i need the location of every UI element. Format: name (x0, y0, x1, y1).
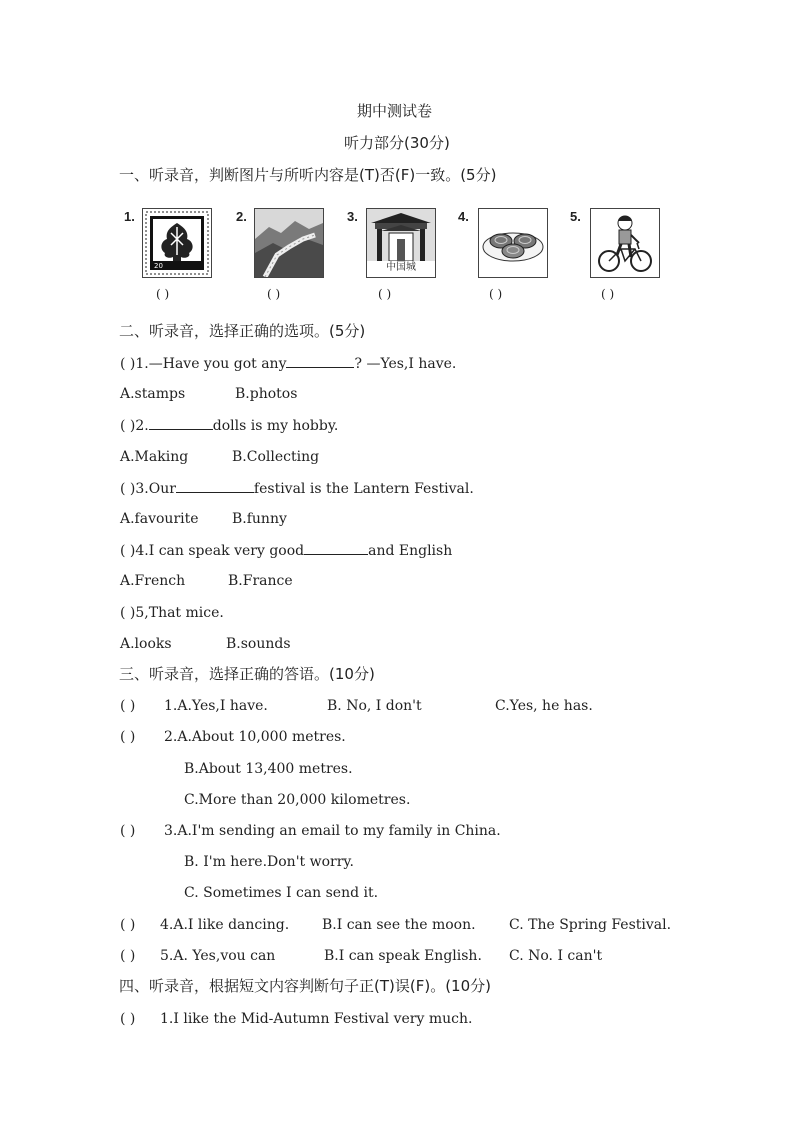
blank-line[interactable] (304, 541, 368, 555)
stamp-icon (142, 208, 212, 278)
s3-q1-paren[interactable]: ( ) (120, 698, 136, 714)
question-text: 3.Our (135, 481, 176, 497)
blank-line[interactable] (286, 354, 354, 368)
s3-q3-opt-a[interactable]: 3.A.I'm sending an email to my family in China. (164, 823, 501, 839)
blank-line[interactable] (149, 416, 213, 430)
s3-q1-opt-a[interactable]: 1.A.Yes,I have. (164, 698, 268, 714)
s3-q4-opt-a[interactable]: 4.A.I like dancing. (160, 917, 290, 933)
answer-paren[interactable]: ( ) (120, 356, 136, 372)
s3-q2-opt-a[interactable]: 2.A.About 10,000 metres. (164, 729, 346, 745)
s4-q1-paren[interactable]: ( ) (120, 1011, 136, 1027)
s3-q5-opt-c[interactable]: C. No. I can't (509, 948, 603, 964)
item3-number: 3. (347, 209, 358, 224)
question-text: and English (368, 543, 453, 559)
s2-q4-opt-a[interactable]: A.French (120, 573, 186, 589)
page-subtitle: 听力部分(30分) (344, 134, 450, 152)
mooncakes-icon (478, 208, 548, 278)
page-title: 期中测试卷 (357, 102, 433, 120)
s3-q5-opt-b[interactable]: B.I can speak English. (324, 948, 482, 964)
question-text: ? —Yes,I have. (354, 356, 457, 372)
item4-answer-paren[interactable]: ( ) (489, 287, 503, 301)
section4-heading: 四、听录音，根据短文内容判断句子正(T)误(F)。(10分) (119, 977, 491, 995)
s3-q3-paren[interactable]: ( ) (120, 823, 136, 839)
s2-q2-opt-b[interactable]: B.Collecting (232, 449, 320, 465)
s2-q3-line (120, 479, 474, 498)
item3-answer-paren[interactable]: ( ) (378, 287, 392, 301)
question-text: 2. (135, 418, 149, 434)
s2-q1-line (120, 354, 456, 373)
boy-on-bicycle-icon (590, 208, 660, 278)
s2-q4-opt-b[interactable]: B.France (228, 573, 293, 589)
s2-q5-opt-b[interactable]: B.sounds (226, 636, 291, 652)
question-text: 5,That mice. (135, 605, 224, 621)
item5-answer-paren[interactable]: ( ) (601, 287, 615, 301)
answer-paren[interactable]: ( ) (120, 481, 136, 497)
s3-q2-opt-c[interactable]: C.More than 20,000 kilometres. (184, 792, 411, 808)
answer-paren[interactable]: ( ) (120, 418, 136, 434)
s2-q5-opt-a[interactable]: A.looks (120, 636, 172, 652)
item1-answer-paren[interactable]: ( ) (156, 287, 170, 301)
s2-q1-opt-b[interactable]: B.photos (235, 386, 298, 402)
s3-q2-opt-b[interactable]: B.About 13,400 metres. (184, 761, 353, 777)
s2-q5-line (120, 604, 224, 622)
s3-q2-paren[interactable]: ( ) (120, 729, 136, 745)
section3-heading: 三、听录音，选择正确的答语。(10分) (119, 665, 375, 683)
chinatown-gate-icon (366, 208, 436, 278)
question-text: 1.—Have you got any (135, 356, 287, 372)
section2-heading: 二、听录音，选择正确的选项。(5分) (119, 322, 366, 340)
item4-number: 4. (458, 209, 469, 224)
question-text: dolls is my hobby. (212, 418, 339, 434)
s3-q1-opt-c[interactable]: C.Yes, he has. (495, 698, 593, 714)
question-text: festival is the Lantern Festival. (253, 481, 474, 497)
s3-q1-opt-b[interactable]: B. No, I don't (327, 698, 422, 714)
s3-q3-opt-b[interactable]: B. I'm here.Don't worry. (184, 854, 354, 870)
s3-q5-opt-a[interactable]: 5.A. Yes,vou can (160, 948, 276, 964)
s2-q2-line (120, 416, 338, 435)
s2-q4-line (120, 541, 452, 560)
s2-q3-opt-a[interactable]: A.favourite (120, 511, 199, 527)
s3-q4-paren[interactable]: ( ) (120, 917, 136, 933)
gate-caption: 中国城 (386, 262, 416, 273)
s3-q4-opt-c[interactable]: C. The Spring Festival. (509, 917, 672, 933)
item2-answer-paren[interactable]: ( ) (267, 287, 281, 301)
section1-heading: 一、听录音，判断图片与所听内容是(T)否(F)一致。(5分) (119, 166, 497, 184)
item5-number: 5. (570, 209, 581, 224)
s3-q5-paren[interactable]: ( ) (120, 948, 136, 964)
great-wall-icon (254, 208, 324, 278)
answer-paren[interactable]: ( ) (120, 605, 136, 621)
answer-paren[interactable]: ( ) (120, 543, 136, 559)
question-text: 4.I can speak very good (135, 543, 305, 559)
s2-q3-opt-b[interactable]: B.funny (232, 511, 287, 527)
blank-line[interactable] (176, 479, 254, 493)
item2-number: 2. (236, 209, 247, 224)
s2-q2-opt-a[interactable]: A.Making (120, 449, 189, 465)
item1-number: 1. (124, 209, 135, 224)
s2-q1-opt-a[interactable]: A.stamps (120, 386, 186, 402)
stamp-price: 20 (154, 262, 163, 270)
s3-q4-opt-b[interactable]: B.I can see the moon. (322, 917, 476, 933)
s4-q1-text: 1.I like the Mid-Autumn Festival very much. (160, 1011, 473, 1027)
s3-q3-opt-c[interactable]: C. Sometimes I can send it. (184, 885, 379, 901)
